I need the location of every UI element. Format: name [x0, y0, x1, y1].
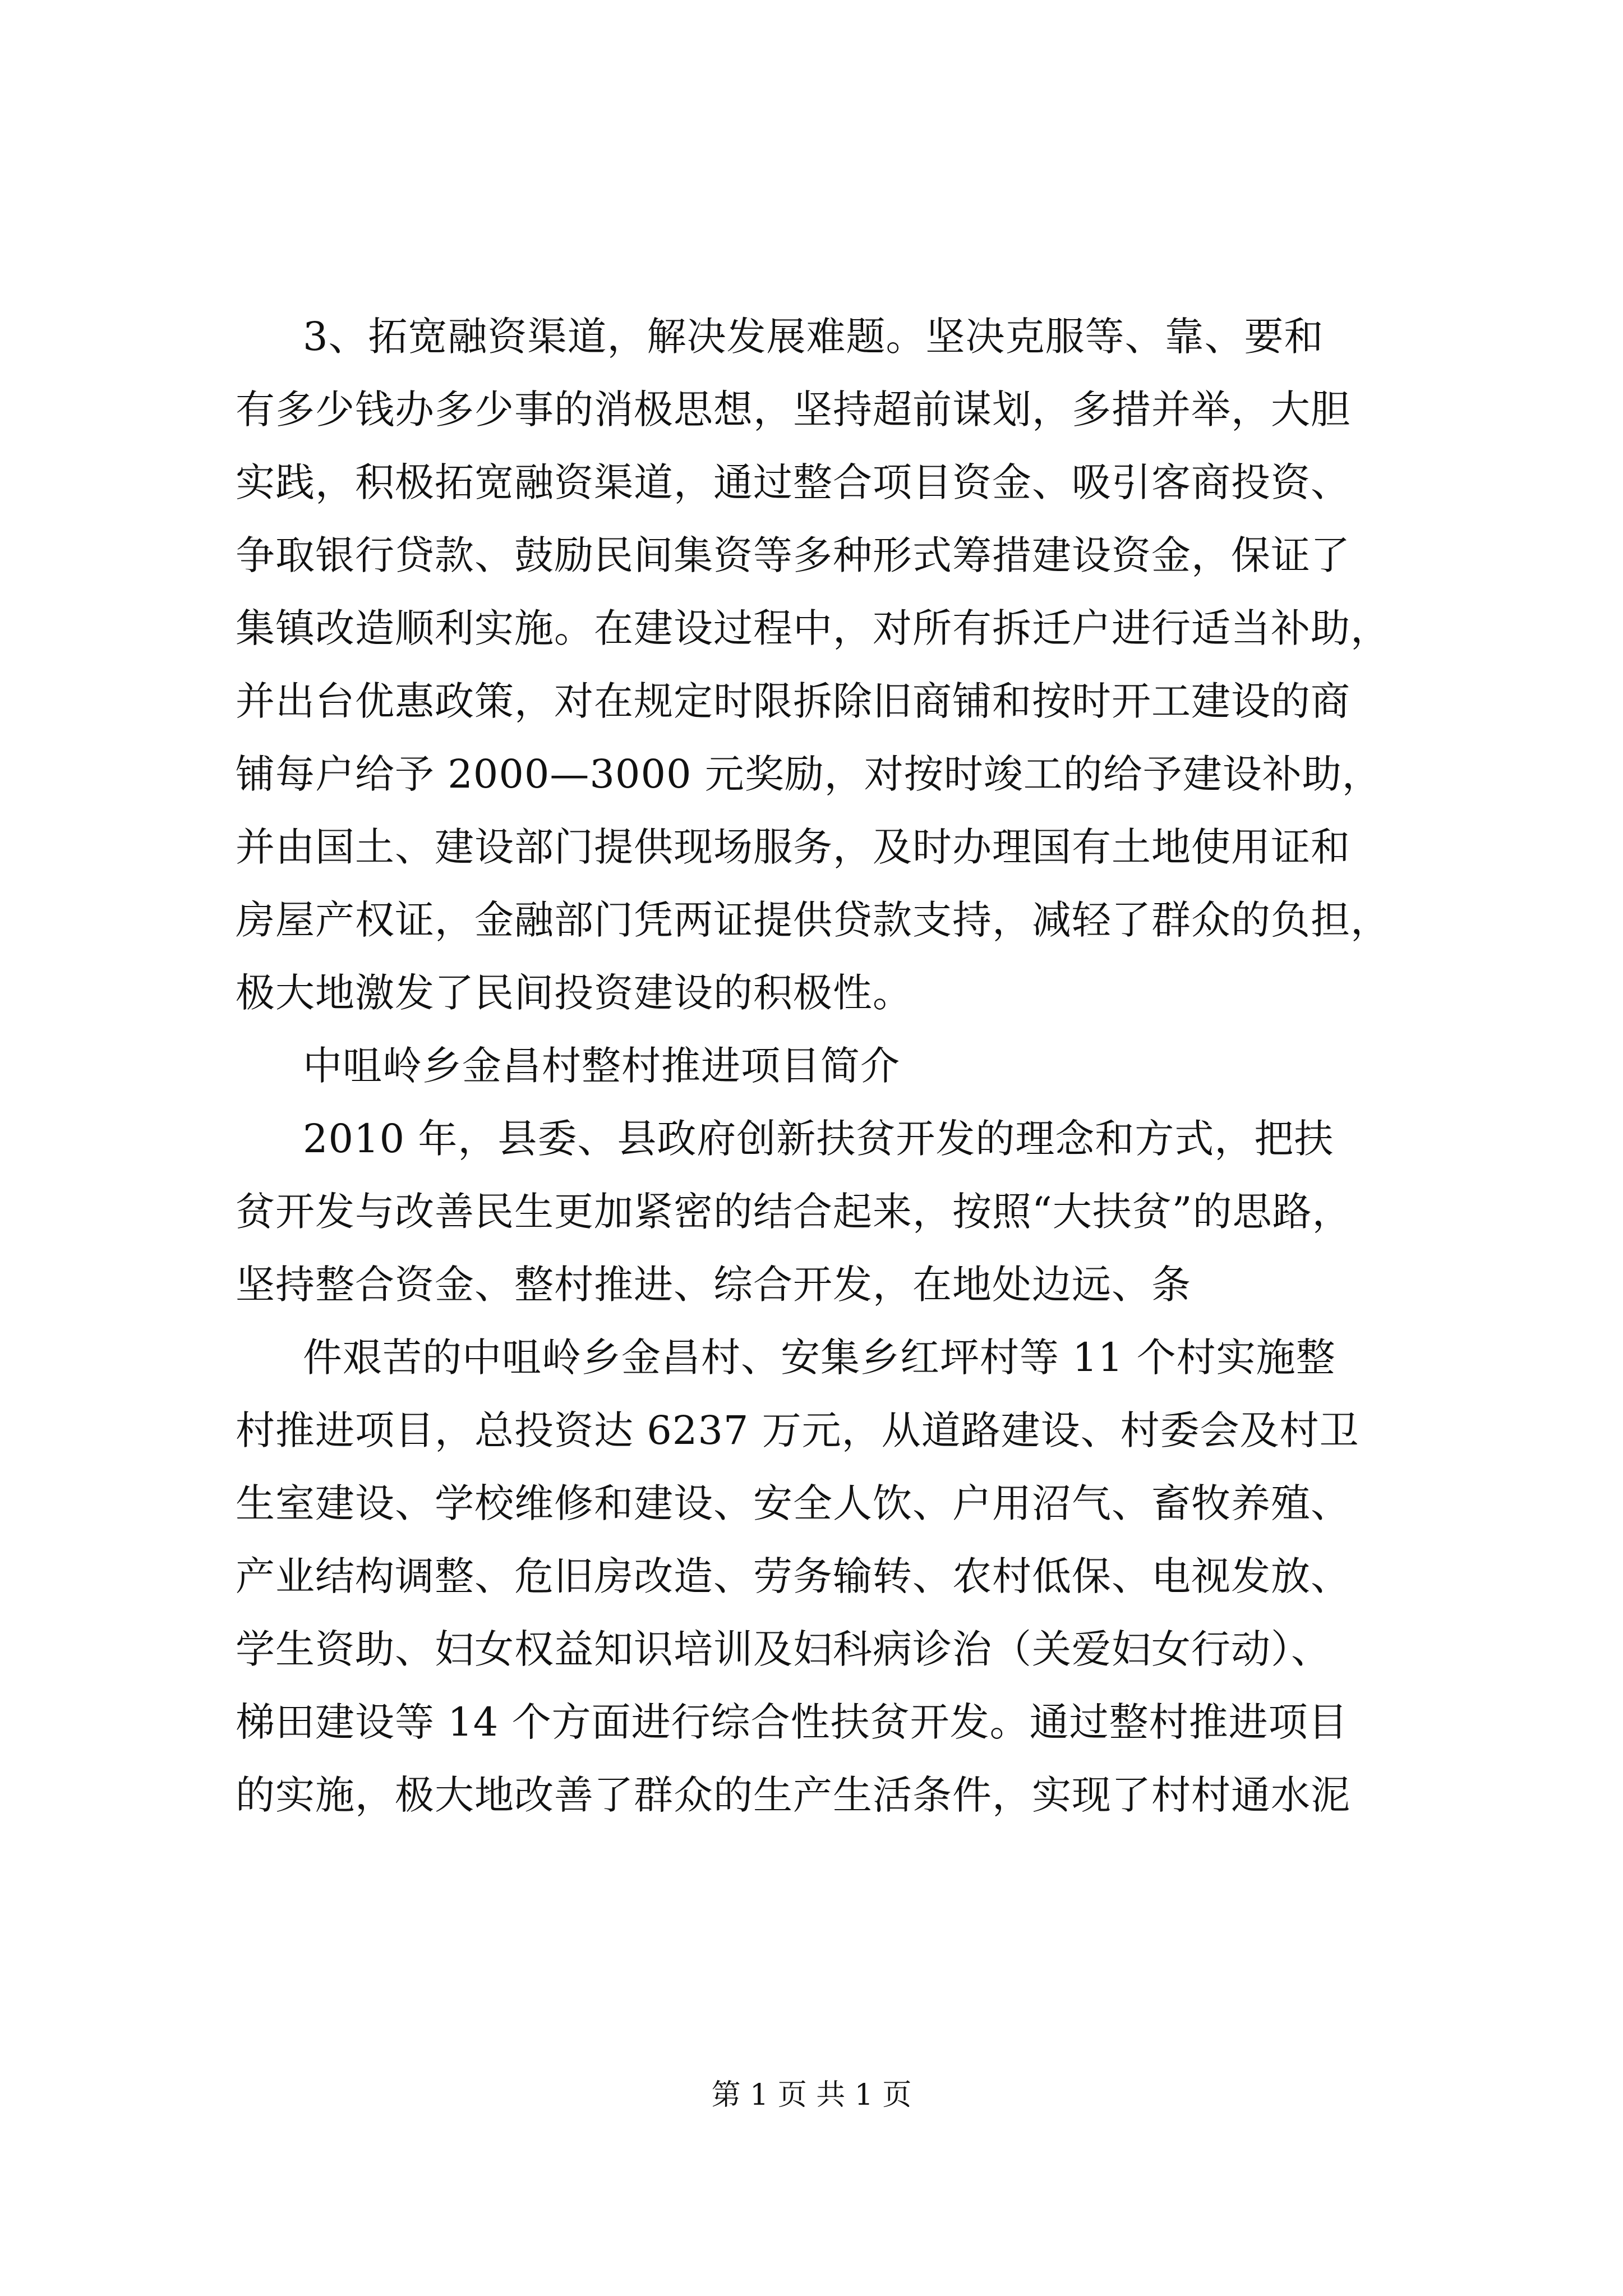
- text-line-10: 极大地激发了民间投资建设的积极性。: [236, 970, 912, 1016]
- text-line-1: 3、拓宽融资渠道，解决发展难题。坚决克服等、靠、要和: [303, 314, 1324, 360]
- text-line-12: 2010 年，县委、县政府创新扶贫开发的理念和方式，把扶: [303, 1116, 1334, 1162]
- text-line-21: 的实施，极大地改善了群众的生产生活条件，实现了村村通水泥: [236, 1772, 1350, 1818]
- text-line-9: 房屋产权证，金融部门凭两证提供贷款支持，减轻了群众的负担，: [236, 897, 1390, 943]
- text-line-7: 铺每户给予 2000—3000 元奖励，对按时竣工的给予建设补助，: [236, 751, 1382, 797]
- text-line-17: 生室建设、学校维修和建设、安全人饮、户用沼气、畜牧养殖、: [236, 1480, 1350, 1526]
- text-line-14: 坚持整合资金、整村推进、综合开发，在地处边远、条: [236, 1262, 1191, 1308]
- text-line-18: 产业结构调整、危旧房改造、劳务输转、农村低保、电视发放、: [236, 1553, 1350, 1599]
- text-line-8: 并由国土、建设部门提供现场服务，及时办理国有土地使用证和: [236, 824, 1350, 870]
- text-line-19: 学生资助、妇女权益知识培训及妇科病诊治（关爱妇女行动）、: [236, 1626, 1331, 1672]
- text-line-6: 并出台优惠政策，对在规定时限拆除旧商铺和按时开工建设的商: [236, 678, 1350, 724]
- text-line-20: 梯田建设等 14 个方面进行综合性扶贫开发。通过整村推进项目: [236, 1699, 1348, 1745]
- text-line-16: 村推进项目，总投资达 6237 万元，从道路建设、村委会及村卫: [236, 1407, 1359, 1453]
- text-line-3: 实践，积极拓宽融资渠道，通过整合项目资金、吸引客商投资、: [236, 459, 1350, 505]
- page-footer: 第 1 页 共 1 页: [711, 2078, 912, 2112]
- text-line-2: 有多少钱办多少事的消极思想，坚持超前谋划，多措并举，大胆: [236, 386, 1350, 432]
- text-line-13: 贫开发与改善民生更加紧密的结合起来，按照“大扶贫”的思路，: [236, 1189, 1352, 1235]
- text-line-5: 集镇改造顺利实施。在建设过程中，对所有拆迁户进行适当补助，: [236, 605, 1390, 651]
- text-line-4: 争取银行贷款、鼓励民间集资等多种形式筹措建设资金，保证了: [236, 532, 1350, 578]
- text-line-15: 件艰苦的中咀岭乡金昌村、安集乡红坪村等 11 个村实施整: [303, 1335, 1336, 1381]
- section-heading: 中咀岭乡金昌村整村推进项目简介: [303, 1043, 900, 1089]
